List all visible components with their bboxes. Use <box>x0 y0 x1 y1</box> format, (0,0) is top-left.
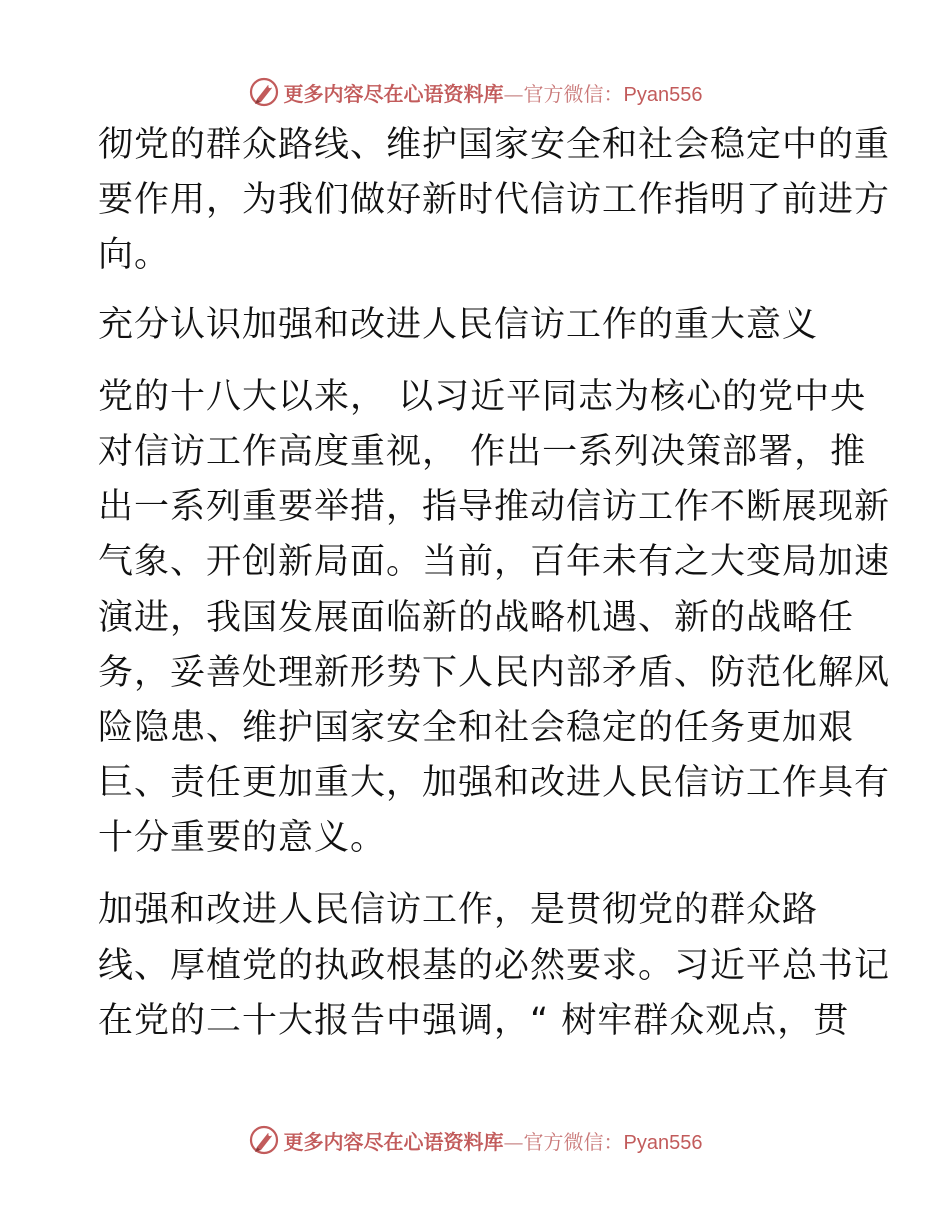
watermark-sub: 官方微信： <box>523 81 624 106</box>
watermark-header <box>0 72 950 112</box>
pen-logo-icon <box>248 76 280 108</box>
watermark-footer <box>0 1120 950 1160</box>
text-line: 出一系列重要举措，指导推动信访工作不断展现新 <box>98 487 891 528</box>
text-line: 在党的二十大报告中强调，“ 树牢群众观点，贯 <box>98 1000 850 1041</box>
text-line: 党的十八大以来， 以习近平同志为核心的党中央 <box>98 376 867 417</box>
text-line: 巨、责任更加重大，加强和改进人民信访工作具有 <box>98 763 891 804</box>
text-line: 务，妥善处理新形势下人民内部矛盾、防范化解风 <box>98 652 891 693</box>
paragraph <box>98 370 891 867</box>
document-body <box>98 118 891 1049</box>
section-heading <box>98 298 858 353</box>
watermark-sub: 官方微信： <box>523 1129 624 1154</box>
text-line: 彻党的群众路线、维护国家安全和社会稳定中的重 <box>98 125 891 165</box>
watermark-main: 更多内容尽在心语资料库 <box>283 81 504 106</box>
paragraph <box>98 883 891 1049</box>
watermark-text <box>284 78 703 107</box>
watermark-id: Pyan556 <box>623 83 703 106</box>
text-line: 线、厚植党的执政根基的必然要求。习近平总书记 <box>98 945 891 986</box>
text-line: 演进，我国发展面临新的战略机遇、新的战略任 <box>98 597 855 638</box>
pen-logo-icon <box>248 1124 280 1156</box>
watermark-main: 更多内容尽在心语资料库 <box>283 1129 504 1154</box>
watermark-id: Pyan556 <box>623 1131 703 1154</box>
watermark-text <box>284 1126 703 1155</box>
text-line: 险隐患、维护国家安全和社会稳定的任务更加艰 <box>98 707 855 748</box>
text-line: 加强和改进人民信访工作，是贯彻党的群众路 <box>98 890 819 931</box>
text-line: 十分重要的意义。 <box>98 818 387 859</box>
watermark-separator: — <box>503 81 524 106</box>
text-line: 向。 <box>98 235 171 276</box>
paragraph <box>98 118 891 284</box>
text-line: 要作用，为我们做好新时代信访工作指明了前进方 <box>98 180 891 221</box>
text-line: 对信访工作高度重视， 作出一系列决策部署，推 <box>98 431 867 472</box>
watermark-separator: — <box>503 1129 524 1154</box>
heading-line: 充分认识加强和改进人民信访工作的重大意义 <box>98 304 819 345</box>
text-line: 气象、开创新局面。当前，百年未有之大变局加速 <box>98 542 891 583</box>
